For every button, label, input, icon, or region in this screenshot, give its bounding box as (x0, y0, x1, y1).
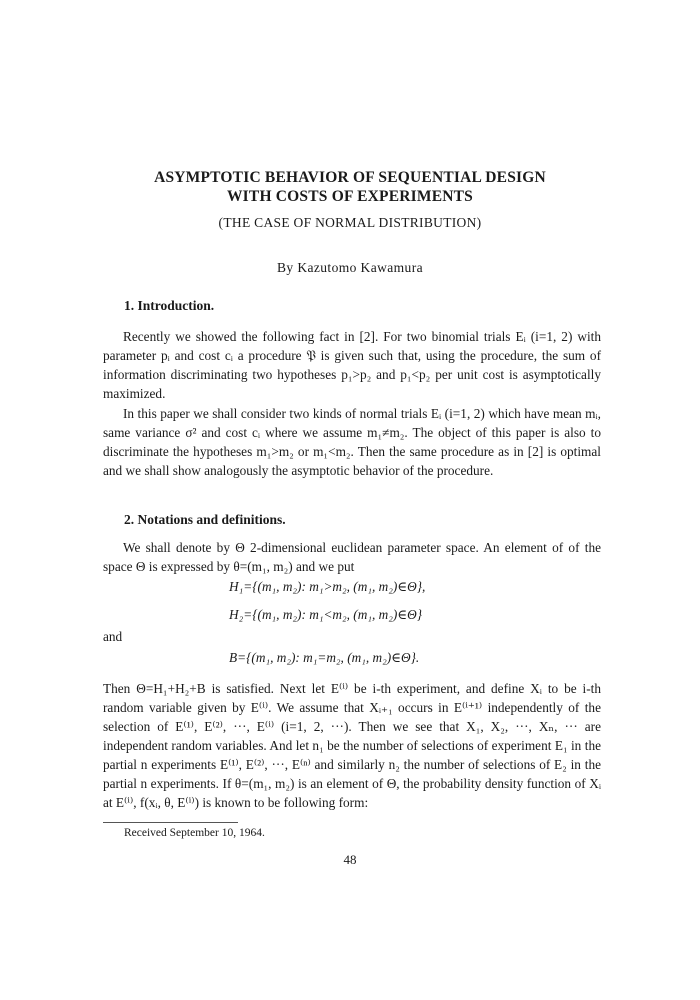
paragraph-text: Recently we showed the following fact in [2]. For two binomial trials Eᵢ (i=1, 2) with parameter pᵢ and cost cᵢ a procedure 𝔓 is given such that, using the procedure, the sum of information discriminating two hypotheses p₁>p₂ and p₁<p₂ per unit cost is asymptotically maximized. (103, 329, 601, 401)
paper-subtitle: (THE CASE OF NORMAL DISTRIBUTION) (218, 215, 482, 230)
title-line-2: WITH COSTS OF EXPERIMENTS (226, 188, 473, 205)
footnote-rule (103, 822, 238, 823)
equation-h2: H₂={(m₁, m₂): m₁<m₂, (m₁, m₂)∈Θ} (229, 607, 423, 622)
equation-h1: H₁={(m₁, m₂): m₁>m₂, (m₁, m₂)∈Θ}, (229, 579, 426, 594)
section-2-paragraph-1 (103, 538, 601, 576)
section-1-paragraph-1 (103, 327, 601, 403)
author-line: By Kazutomo Kawamura (277, 260, 423, 275)
section-2-paragraph-2: Then Θ=H₁+H₂+B is satisfied. Next let E⁽ⁱ⁾ be i-th experiment, and define Xᵢ to be i-th random variable given by E⁽ⁱ⁾. We assume that Xᵢ₊₁ occurs in E⁽ⁱ⁺¹⁾ independently of the selection of E⁽¹⁾, E⁽²⁾, ···, E⁽ⁱ⁾ (i=1, 2, ···). Then we see that X₁, X₂, ···, Xₙ, ··· are independent random variables. And let n₁ be the number of selections of experiment E₁ in the partial n experiments E⁽¹⁾, E⁽²⁾, ···, E⁽ⁿ⁾ and similarly n₂ the number of selections of E₂ in the partial n experiments. If θ=(m₁, m₂) is an element of Θ, the probability density function of Xᵢ at E⁽ⁱ⁾, f(xᵢ, θ, E⁽ⁱ⁾) is known to be following form: (103, 681, 601, 810)
page-number: 48 (343, 852, 357, 867)
paragraph-text: We shall denote by Θ 2-dimensional euclidean parameter space. An element of of the space Θ is expressed by θ=(m₁, m₂) and we put (103, 540, 601, 574)
section-1-paragraph-2 (103, 404, 601, 480)
title-line-1: ASYMPTOTIC BEHAVIOR OF SEQUENTIAL DESIGN (154, 169, 546, 186)
connector-and: and (103, 629, 123, 644)
section-2-heading: 2. Notations and definitions. (124, 512, 286, 527)
section-1-heading: 1. Introduction. (124, 298, 215, 313)
equation-b: B={(m₁, m₂): m₁=m₂, (m₁, m₂)∈Θ}. (229, 650, 420, 665)
paragraph-text: In this paper we shall consider two kinds of normal trials Eᵢ (i=1, 2) which have mean mᵢ, same variance σ² and cost cᵢ where we assume m₁≠m₂. The object of this paper is also to discriminate the hypotheses m₁>m₂ or m₁<m₂. Then the same procedure as in [2] is optimal and we shall show analogously the asymptotic behavior of the procedure. (103, 406, 601, 478)
footnote: Received September 10, 1964. (124, 827, 265, 839)
paper-title (0, 168, 700, 206)
